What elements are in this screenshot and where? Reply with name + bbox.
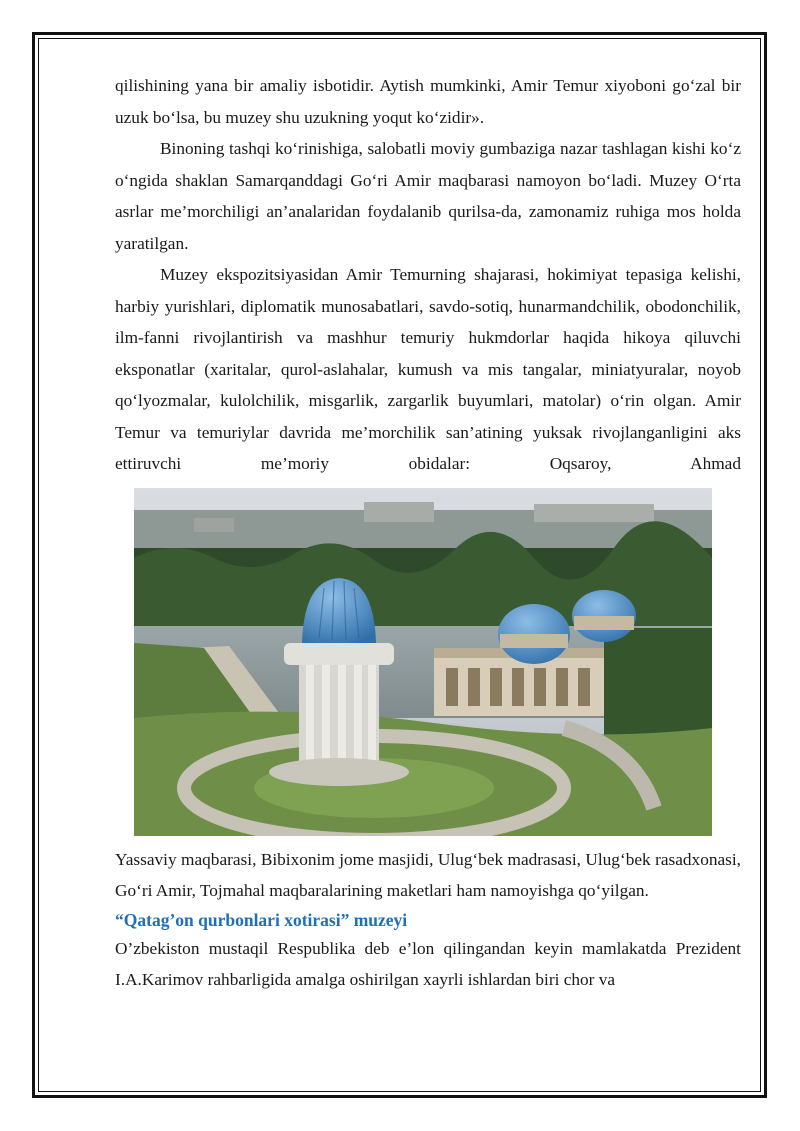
paragraph-3: Muzey ekspozitsiyasidan Amir Temurning shajarasi, hokimiyat tepasiga kelishi, harbiy yurishlari, diplomatik munosabatlari, savdo-sotiq, hunarmandchilik, obodonchilik, ilm-fanni rivojlantirish va mashhur temuriy hukmdorlar haqida hikoya qiluvchi eksponatlar (xaritalar, qurol-aslahalar, kumush va mis tangalar, miniatyuralar, noyob qo‘lyozmalar, kulolchilik, misgarlik, zargarlik buyumlari, matolar) o‘rin olgan. Amir Temur va temuriylar davrida me’morchilik san’atining yuksak rivojlanganligini aks ettiruvchi me’moriy obidalar: Oqsaroy, Ahmad bbox=[115, 265, 741, 473]
section-heading: “Qatag’on qurbonlari xotirasi” muzeyi bbox=[115, 909, 408, 930]
paragraph-5: O’zbekiston mustaqil Respublika deb e’lon qilingandan keyin mamlakatda Prezident I.A.Karimov rahbarligida amalga oshirilgan xayrli ishlardan biri chor va bbox=[115, 938, 741, 989]
page-content bbox=[115, 70, 741, 996]
paragraph-4: Yassaviy maqbarasi, Bibixonim jome masjidi, Ulug‘bek madrasasi, Ulug‘bek rasadxonasi, Go‘ri Amir, Tojmahal maqbaralarining maketlari ham namoyishga qo‘yilgan. bbox=[115, 849, 741, 900]
paragraph-2: Binoning tashqi ko‘rinishiga, salobatli moviy gumbaziga nazar tashlagan kishi ko‘z o‘ngida shaklan Samarqanddagi Go‘ri Amir maqbarasi namoyon bo‘ladi. Muzey O‘rta asrlar me’morchiligi an’analaridan foydalanib qurilsa-da, zamonamiz ruhiga mos holda yaratilgan. bbox=[115, 139, 741, 253]
memorial-museum-photo bbox=[134, 488, 712, 836]
paragraph-1: qilishining yana bir amaliy isbotidir. Aytish mumkinki, Amir Temur xiyoboni go‘zal bir uzuk bo‘lsa, bu muzey shu uzukning yoqut ko‘zidir». bbox=[115, 76, 741, 127]
